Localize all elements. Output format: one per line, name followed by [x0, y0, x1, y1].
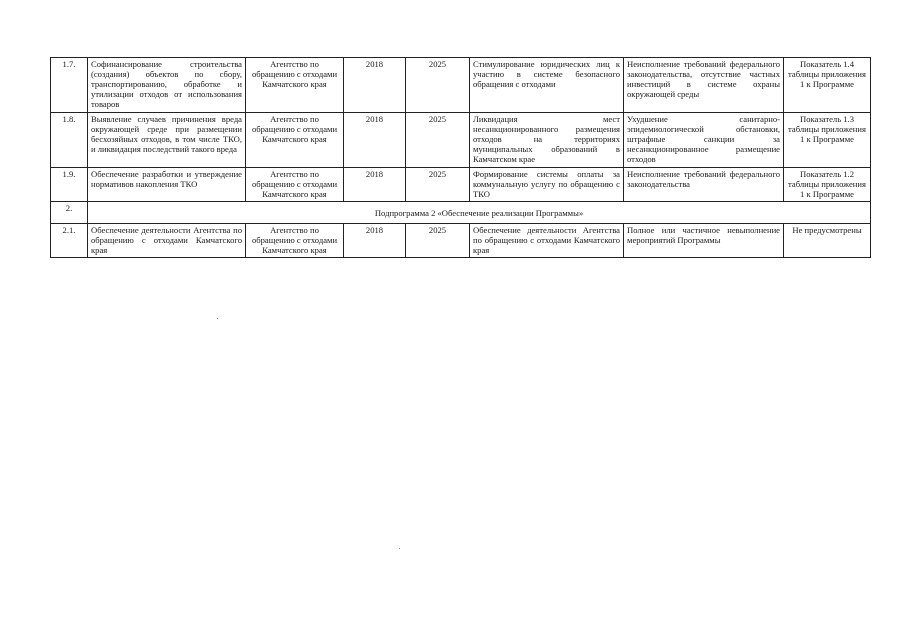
- executor: Агентство по обращению с отходами Камчатского края: [246, 168, 344, 202]
- measure-name: Обеспечение деятельности Агентства по обращению с отходами Камчатского края: [88, 224, 246, 258]
- measure-name: Выявление случаев причинения вреда окружающей среде при размещении бесхозяйных отходов, в том числе ТКО, и ликвидация последствий такого вреда: [88, 113, 246, 168]
- table-row-1-8: [51, 113, 871, 168]
- measure-name: Обеспечение разработки и утверждение нормативов накопления ТКО: [88, 168, 246, 202]
- expected-result: Ликвидация мест несанкционированного размещения отходов на территориях муниципальных образований в Камчатском крае: [470, 113, 624, 168]
- start-year: 2018: [344, 113, 406, 168]
- indicator-link: Показатель 1.3 таблицы приложения 1 к Программе: [784, 113, 871, 168]
- executor: Агентство по обращению с отходами Камчатского края: [246, 58, 344, 113]
- expected-result: Стимулирование юридических лиц к участию в системе безопасного обращения с отходами: [470, 58, 624, 113]
- executor: Агентство по обращению с отходами Камчатского края: [246, 113, 344, 168]
- subprogram-title: Подпрограмма 2 «Обеспечение реализации Программы»: [88, 202, 871, 224]
- row-number: 2.1.: [51, 224, 88, 258]
- end-year: 2025: [406, 58, 470, 113]
- row-number: 1.8.: [51, 113, 88, 168]
- row-number: 1.7.: [51, 58, 88, 113]
- non-implementation-consequences: Неисполнение требований федерального законодательства: [624, 168, 784, 202]
- table-row-subprogram-2: [51, 202, 871, 224]
- non-implementation-consequences: Ухудшение санитарно-эпидемиологической обстановки, штрафные санкции за несанкционированное размещение отходов: [624, 113, 784, 168]
- end-year: 2025: [406, 224, 470, 258]
- scan-speck: [217, 318, 218, 319]
- row-number: 2.: [51, 202, 88, 224]
- indicator-link: Не предусмотрены: [784, 224, 871, 258]
- scan-speck: [399, 548, 400, 549]
- executor: Агентство по обращению с отходами Камчатского края: [246, 224, 344, 258]
- expected-result: Формирование системы оплаты за коммунальную услугу по обращению с ТКО: [470, 168, 624, 202]
- table-row-1-7: [51, 58, 871, 113]
- indicator-link: Показатель 1.2 таблицы приложения 1 к Программе: [784, 168, 871, 202]
- end-year: 2025: [406, 168, 470, 202]
- table-row-2-1: [51, 224, 871, 258]
- non-implementation-consequences: Неисполнение требований федерального законодательства, отсутствие частных инвестиций в системе охраны окружающей среды: [624, 58, 784, 113]
- start-year: 2018: [344, 224, 406, 258]
- program-measures-table: [50, 57, 871, 258]
- indicator-link: Показатель 1.4 таблицы приложения 1 к Программе: [784, 58, 871, 113]
- row-number: 1.9.: [51, 168, 88, 202]
- table-row-1-9: [51, 168, 871, 202]
- measure-name: Софинансирование строительства (создания) объектов по сбору, транспортированию, обработке и утилизации отходов от использования товаров: [88, 58, 246, 113]
- non-implementation-consequences: Полное или частичное невыполнение мероприятий Программы: [624, 224, 784, 258]
- start-year: 2018: [344, 58, 406, 113]
- start-year: 2018: [344, 168, 406, 202]
- end-year: 2025: [406, 113, 470, 168]
- expected-result: Обеспечение деятельности Агентства по обращению с отходами Камчатского края: [470, 224, 624, 258]
